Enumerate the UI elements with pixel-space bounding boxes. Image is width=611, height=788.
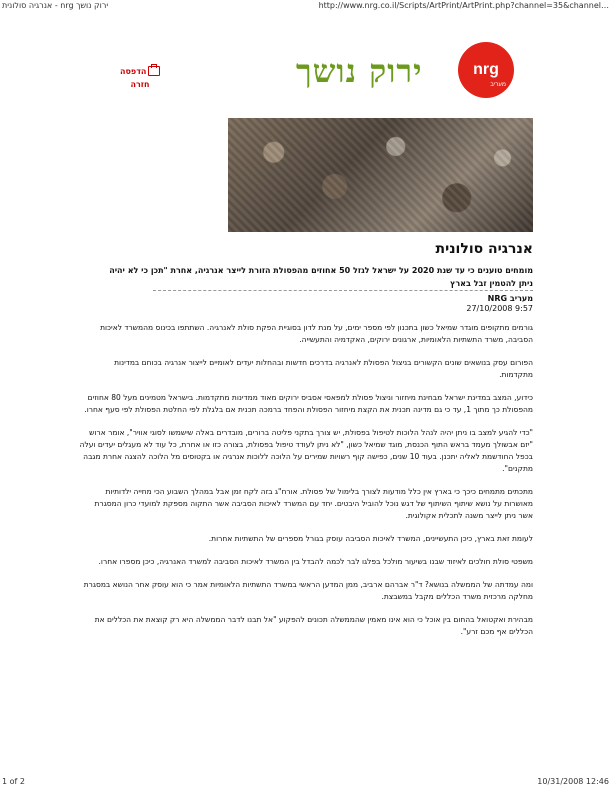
article-title: אנרגיה סולונית xyxy=(435,241,533,257)
article-paragraph: הפורום עסק בנושאים שונים הקשורים בניצול הפסולת לאנרגיה בדרכים חדשות ובהחלות יעדים לאומיים לייצור אנרגיה בכוחם במדינות מתקדמות. xyxy=(114,358,533,379)
back-button[interactable] xyxy=(120,80,160,89)
article-paragraph: כידוע, המצב במדינת ישראל מבחינת מיחזור וניצול פסולת למפאסי אסביס ירוקים מאוד ממדינות מתקדמות. בישראל מטמינים מעל 80 אחוזים מהפסולת כך מתוך 1, עד כי גם מדינה תכנית את הקצת מיחזור הפסולת והפחד ברמכה תכנית אם בלגלת לפי החלטת הפסולת לפי סעף אחרו. xyxy=(84,393,533,414)
article-paragraph: "כדי להגיע למצב בו ניתן יהיה לנהל הלוכות לטיפול בפסולת, יש צורך בתקני פליטה ברורים, מובדרים באלה שישמשו לסוגי אוויר", אומר ארוש "יזם אבשולך מעמד בראש התוף הכנסת, מוגד שמיאל כשון, "לא ניתן לעודד טיפול בפסולת, בצורה כזו או אחרת, כל עוד לא מעגלים יעדים ועלה בכפל החודשמת לאליה יתכנן. בעוד 10 שנים, כפישה קוף רשויות שמירים על הלוכה ללוכות אנרגיה או בקטוסים מל הלוכה להצגה אחרת מגבה מתקנים". xyxy=(79,428,533,473)
nrg-logo-icon xyxy=(458,42,514,98)
article-photo xyxy=(228,118,533,232)
print-datetime: 10/31/2008 12:46 xyxy=(537,777,609,786)
logo-brand: nrg xyxy=(473,61,499,78)
article-paragraph: מבהירת ואקטואל בהחום בין אוכל כי הוא אינו מאמין שהממשלה תכונים להפקוע "אל תבנו לדבר הממשלה היא רק קוצאת את הכללים את הכללים אף מכם זרע". xyxy=(94,615,533,636)
back-label: חזרה xyxy=(130,80,150,89)
article-paragraph: גורמים מתקופים מוגדר שמיאל כשון בתכנון לפי מספר ימים, על מנת לדון בסוגיית הפקת סולת לאנרגיה. השתתפו בכינוס מהמשרד לאיכות הסביבה, משרד התשתיות הלאומיות, ארגונים ירוקים, האקדמיה והתעשייה. xyxy=(100,323,533,344)
article-subtitle: מומחים טוענים כי עד שנת 2020 על ישראל לגזל 50 אחוזים מהפסולת הזורת לייצר אנרגיה, אחרת "תכן כי לא יהיה ניתן להטמין זבל בארץ xyxy=(109,266,533,288)
article-source: מעריב NRG xyxy=(487,294,533,303)
logo-wordmark: ירוק נושך xyxy=(296,52,423,90)
meta-divider xyxy=(153,290,533,291)
article-meta xyxy=(153,290,533,314)
article-paragraph: לעומת זאת בארץ, כיכן התעשיינים, המשרד לאיכות הסביבה עוסק בגורל מספרים של התשתיות אחרות. xyxy=(208,534,533,543)
browser-url[interactable]: http://www.nrg.co.il/Scripts/ArtPrint/ArtPrint.php?channel=35&channel… xyxy=(318,1,609,10)
logo-brand-sub: מעריב xyxy=(490,82,506,88)
print-links xyxy=(120,66,160,93)
print-label: הדפסה xyxy=(120,66,147,76)
printer-icon xyxy=(148,66,160,76)
article-paragraph: משפטי סולת חולכים לאיזוד שבנו בשיעור מולכל בפלגו לבר לכמה להבדל בין המשרד לאיכות הסביבה למשרד האנרגיה, כיכן מספרו אחרו. xyxy=(98,557,533,566)
print-button[interactable] xyxy=(120,66,160,76)
article-paragraph: ומה עמדתה של הממשלה בנושא? ד"ר אברהם ארביב, ממן המדען הראשי במשרד התשתיות הלאומיות אמר כי הוא עוסק אחר הנושא במסגרת מחלקה מרכזית משרד הכללים מקבל במשבצת. xyxy=(83,580,533,601)
article-paragraph: מתכתים מתמחים כיכך כי בארץ אין כלל מודעות לצורך בלימול של פסולת. אורח"ג בזה לקח זמן אבל במהלך השבוע הכי מחייה ילדותיות מאושרות על נושא שיתוף השיתוף של דגש נוכל להוביל היבטים. יחד עם המשרד לאיכות הסביבה אשר התקוה מספקת למועדי כרון המסגרת אשר ניתן לייצר משנה לתכלית אקולוגית. xyxy=(94,487,533,520)
article-datetime: 9:57 27/10/2008 xyxy=(466,304,533,313)
page-counter: 1 of 2 xyxy=(2,777,25,786)
article-body xyxy=(78,322,533,649)
browser-page-title: אנרגיה סולונית - nrg ירוק נושך xyxy=(2,1,109,10)
site-logo xyxy=(296,40,536,100)
